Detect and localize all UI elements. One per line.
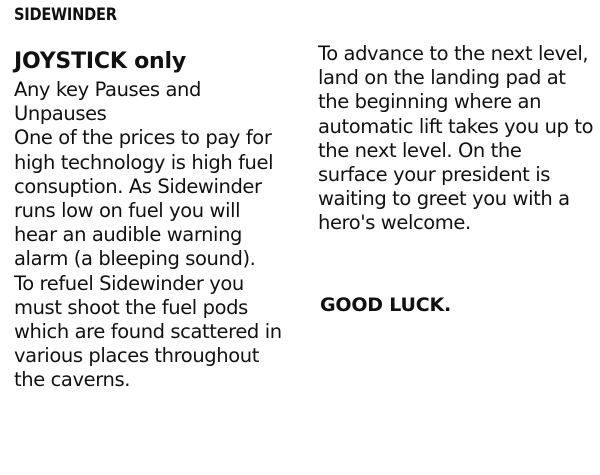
text-line: runs low on fuel you will <box>14 199 241 223</box>
text-line: surface your president is <box>318 163 551 187</box>
text-line: the beginning where an <box>318 90 542 114</box>
text-line: alarm (a bleeping sound). <box>14 247 256 271</box>
level-paragraph <box>318 42 594 236</box>
text-line: the caverns. <box>14 368 130 392</box>
text-line: hero's welcome. <box>318 211 471 235</box>
text-line: Unpauses <box>14 102 107 126</box>
left-column <box>14 48 304 393</box>
text-line: hear an audible warning <box>14 223 243 247</box>
page-title: SIDEWINDER <box>14 5 117 25</box>
text-line: land on the landing pad at <box>318 66 566 90</box>
text-line: waiting to greet you with a <box>318 187 570 211</box>
text-line: various places throughout <box>14 344 259 368</box>
sign-off: GOOD LUCK. <box>320 294 452 316</box>
text-line: must shoot the fuel pods <box>14 295 248 319</box>
text-line: automatic lift takes you up to <box>318 114 594 138</box>
text-line: To refuel Sidewinder you <box>14 271 244 295</box>
text-line: To advance to the next level, <box>318 42 589 65</box>
text-line: high technology is high fuel <box>14 150 274 174</box>
text-line: One of the prices to pay for <box>14 126 272 150</box>
text-line: the next level. On the <box>318 138 522 162</box>
right-column <box>318 42 594 236</box>
text-line: Any key Pauses and <box>14 78 201 101</box>
fuel-paragraph <box>14 126 304 392</box>
text-line: consuption. As Sidewinder <box>14 174 262 198</box>
text-line: which are found scattered in <box>14 320 282 344</box>
controls-heading: JOYSTICK only <box>14 49 186 74</box>
pause-paragraph <box>14 78 304 126</box>
